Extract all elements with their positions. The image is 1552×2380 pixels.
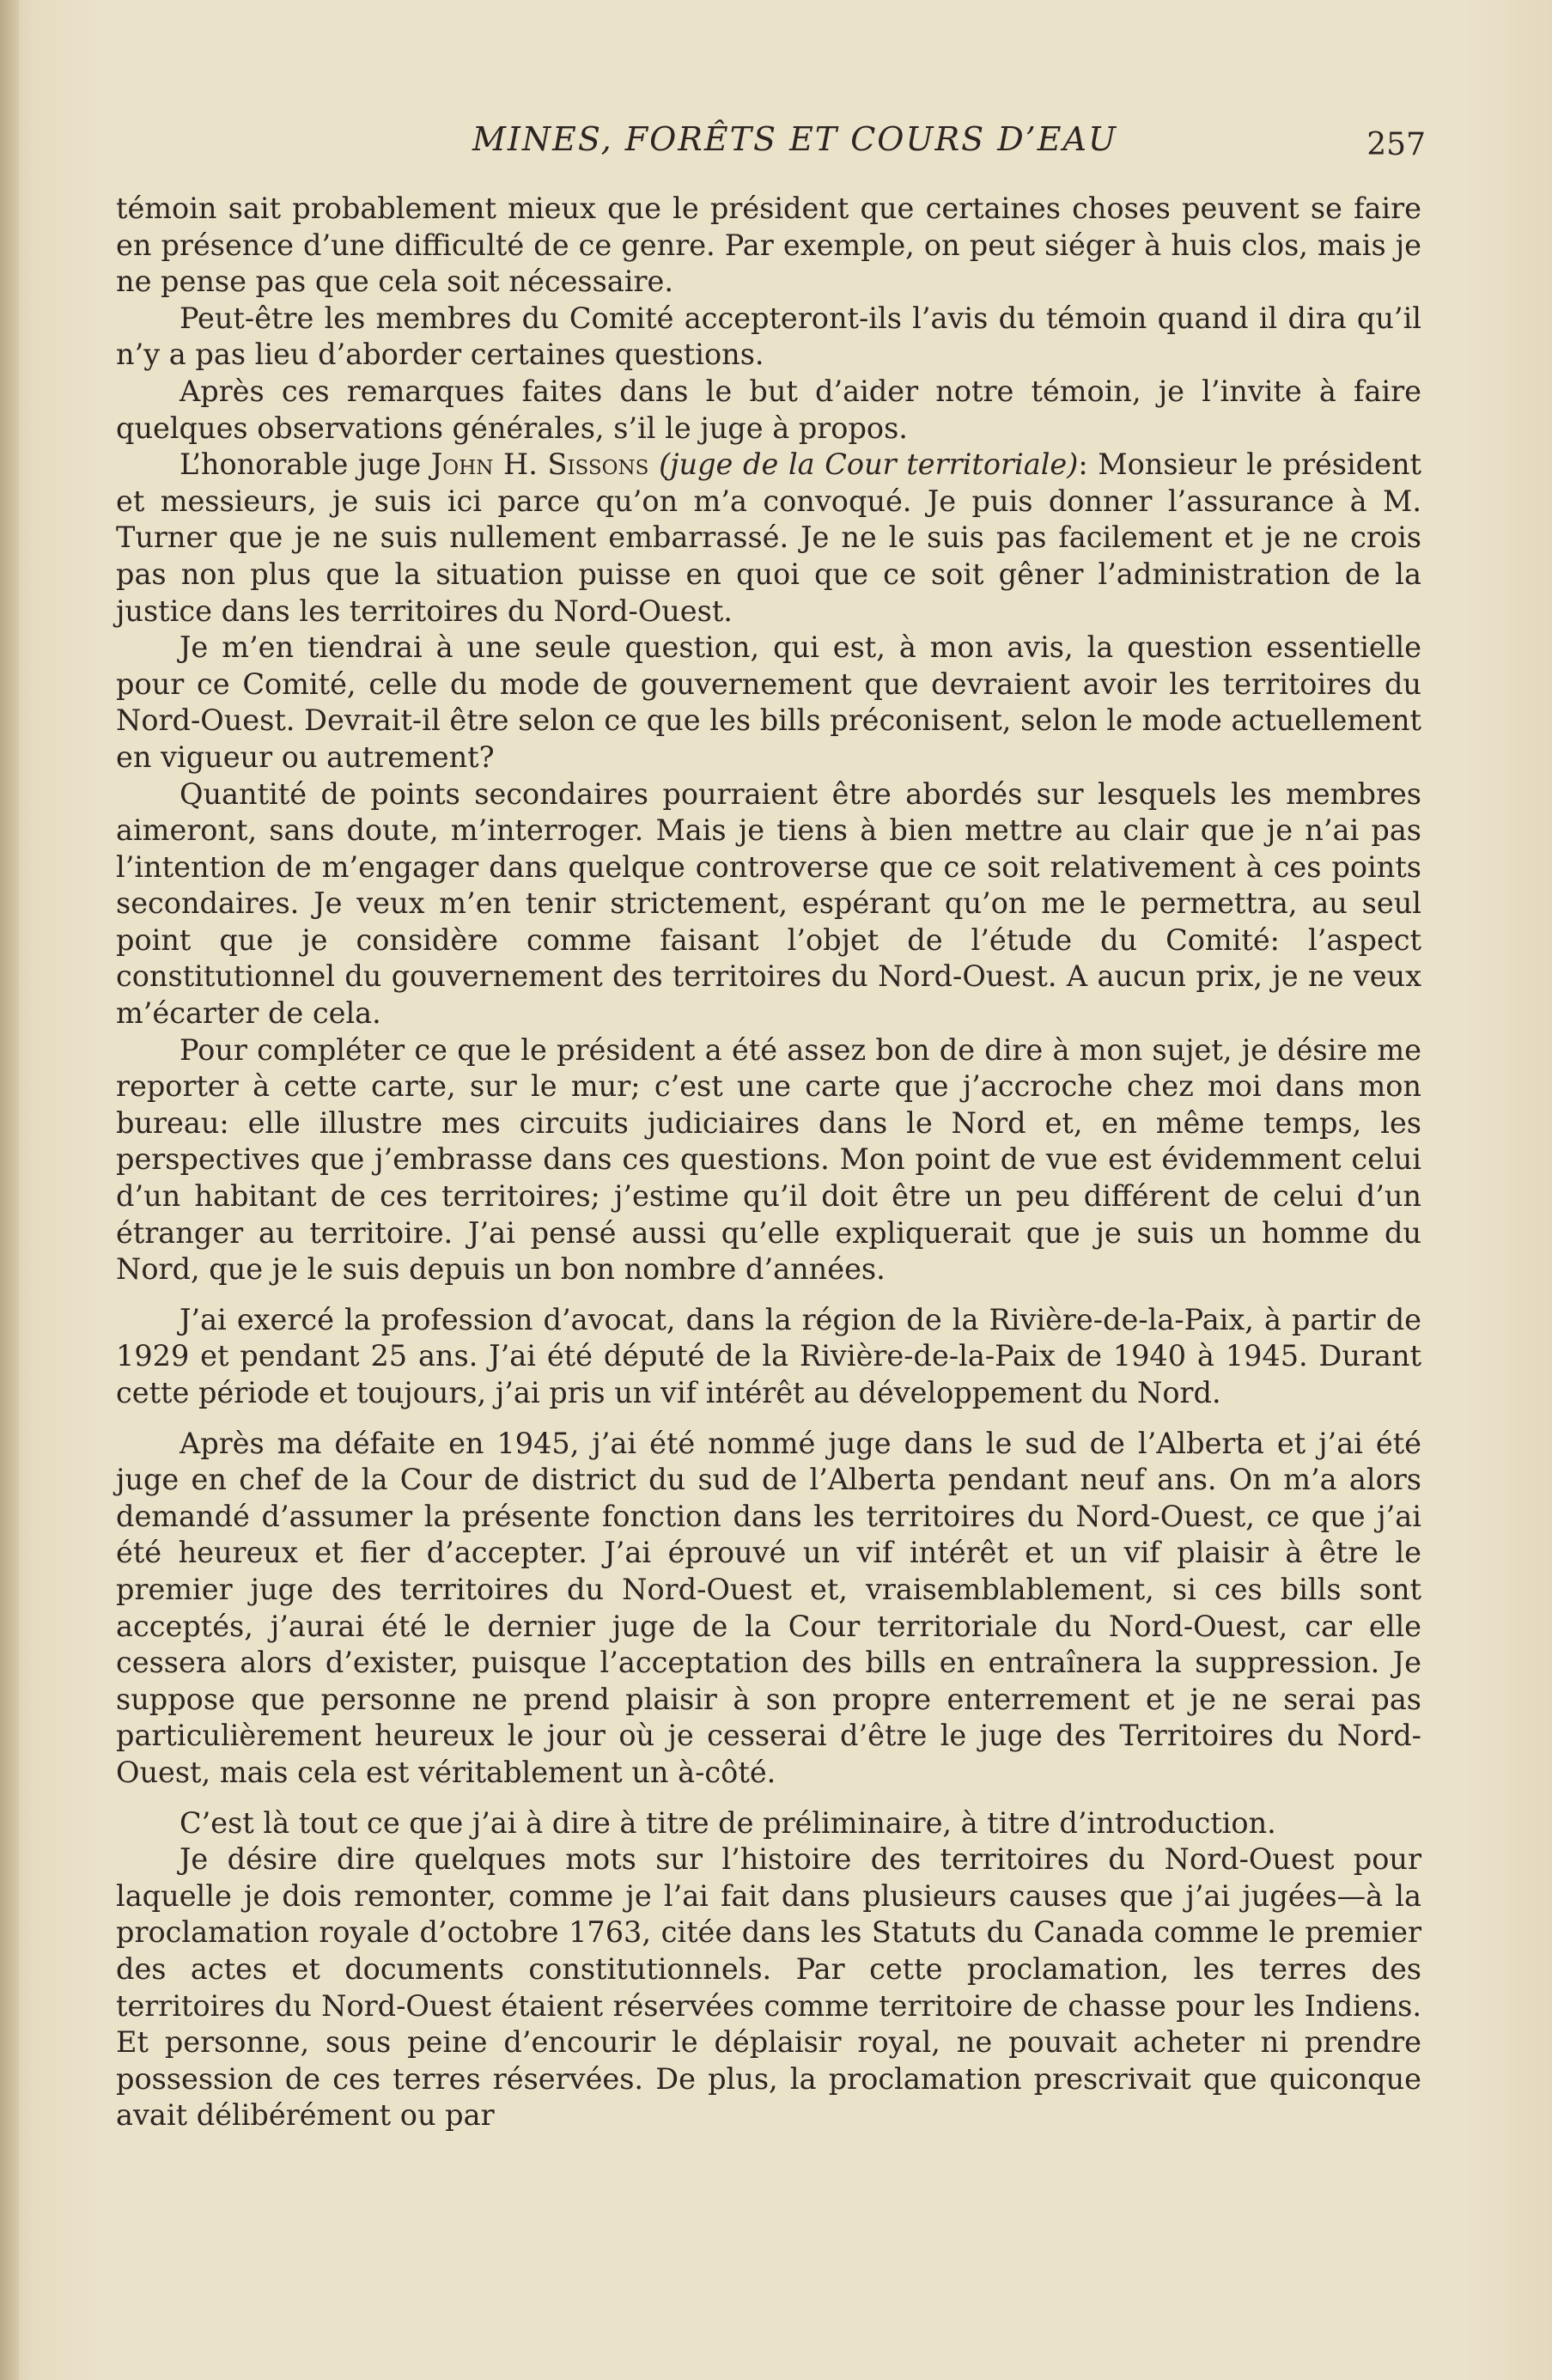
- paragraph-11: Je désire dire quelques mots sur l’histoire des territoires du Nord-Ouest pour laquelle je dois remonter, comme je l’ai fait dans plusieurs causes que j’ai jugées—à la proclamation royale d’octobre 1763, citée dans les Statuts du Canada comme le premier des actes et documents constitutionnels. Par cette proclamation, les terres des territoires du Nord-Ouest étaient réservées comme territoire de chasse pour les Indiens. Et personne, sous peine d’encourir le déplaisir royal, ne pouvait acheter ni prendre possession de ces terres réservées. De plus, la proclamation prescrivait que quiconque avait délibérément ou par: [116, 1842, 1421, 2133]
- paragraph-1: témoin sait probablement mieux que le président que certaines choses peuvent se faire en présence d’une difficulté de ce genre. Par exemple, on peut siéger à huis clos, mais je ne pense pas que cela soit nécessaire.: [116, 192, 1421, 299]
- paragraph-2: Peut-être les membres du Comité accepteront-ils l’avis du témoin quand il dira qu’il n’y a pas lieu d’aborder certaines questions.: [116, 301, 1421, 372]
- paragraph-5: Je m’en tiendrai à une seule question, qui est, à mon avis, la question essentielle pour ce Comité, celle du mode de gouvernement que devraient avoir les territoires du Nord-Ouest. Devrait-il être selon ce que les bills préconisent, selon le mode actuellement en vigueur ou autrement?: [116, 630, 1421, 774]
- speaker-intro: L’honorable juge: [180, 447, 431, 482]
- paragraph-3: Après ces remarques faites dans le but d’aider notre témoin, je l’invite à faire quelques observations générales, s’il le juge à propos.: [116, 374, 1421, 445]
- paragraph-6: Quantité de points secondaires pourraient être abordés sur lesquels les membres aimeront, sans doute, m’interroger. Mais je tiens à bien mettre au clair que je n’ai pas l’intention de m’engager dans quelque controverse que ce soit relativement à ces points secondaires. Je veux m’en tenir strictement, espérant qu’on me le permettra, au seul point que je considère comme faisant l’objet de l’étude du Comité: l’aspect constitutionnel du gouvernement des territoires du Nord-Ouest. A aucun prix, je ne veux m’écarter de cela.: [116, 776, 1421, 1031]
- paragraph-10: C’est là tout ce que j’ai à dire à titre de préliminaire, à titre d’introduction.: [180, 1805, 1276, 1840]
- speaker-role: (juge de la Cour territoriale): [648, 447, 1079, 482]
- page-spine-shadow: [0, 0, 19, 2380]
- paragraph-9: Après ma défaite en 1945, j’ai été nommé juge dans le sud de l’Alberta et j’ai été juge en chef de la Cour de district du sud de l’Alberta pendant neuf ans. On m’a alors demandé d’assumer la présente fonction dans les territoires du Nord-Ouest, ce que j’ai été heureux et fier d’accepter. J’ai éprouvé un vif intérêt et un vif plaisir à être le premier juge des territoires du Nord-Ouest et, vraisemblablement, si ces bills sont acceptés, j’aurai été le dernier juge de la Cour territoriale du Nord-Ouest, car elle cessera alors d’exister, puisque l’acceptation des bills en entraînera la suppression. Je suppose que personne ne prend plaisir à son propre enterrement et je ne serai pas particulièrement heureux le jour où je cesserai d’être le juge des Territoires du Nord-Ouest, mais cela est véritablement un à-côté.: [116, 1426, 1421, 1789]
- body-text: [116, 191, 1421, 2134]
- speaker-name: John H. Sissons: [430, 447, 649, 482]
- paragraph-8: J’ai exercé la profession d’avocat, dans la région de la Rivière-de-la-Paix, à partir de 1929 et pendant 25 ans. J’ai été député de la Rivière-de-la-Paix de 1940 à 1945. Durant cette période et toujours, j’ai pris un vif intérêt au développement du Nord.: [116, 1302, 1421, 1409]
- page-header: [112, 120, 1426, 172]
- paragraph-7: Pour compléter ce que le président a été assez bon de dire à mon sujet, je désire me reporter à cette carte, sur le mur; c’est une carte que j’accroche chez moi dans mon bureau: elle illustre mes circuits judiciaires dans le Nord et, en même temps, les perspectives que j’embrasse dans ces questions. Mon point de vue est évidemment celui d’un habitant de ces territoires; j’estime qu’il doit être un peu différent de celui d’un étranger au territoire. J’ai pensé aussi qu’elle expliquerait que je suis un homme du Nord, que je le suis depuis un bon nombre d’années.: [116, 1032, 1421, 1287]
- running-title: MINES, FORÊTS ET COURS D’EAU: [472, 120, 1117, 158]
- speaker-statement: : Monsieur le président et messieurs, je suis ici parce qu’on m’a convoqué. Je puis donner l’assurance à M. Turner que je ne suis nullement embarrassé. Je ne le suis pas facilement et je ne crois pas non plus que la situation puisse en quoi que ce soit gêner l’administration de la justice dans les territoires du Nord-Ouest.: [116, 447, 1421, 628]
- paragraph-4: [116, 447, 1421, 630]
- page-number: 257: [1366, 127, 1426, 162]
